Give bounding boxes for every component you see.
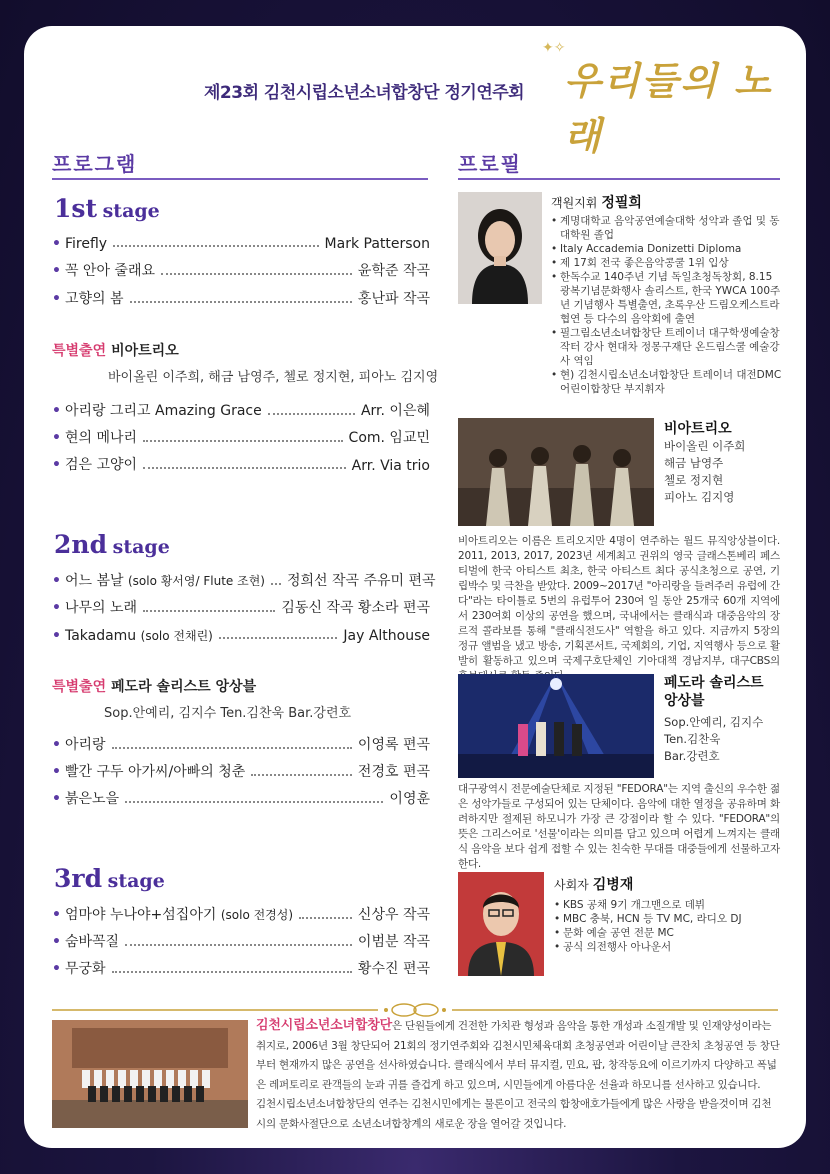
bio-item: • 필그림소년소녀합창단 트레이너 대구학생예술창작터 강사 현대차 정몽구재단 온드림스쿨 예술강사 역임 [551, 326, 783, 368]
choir-photo [52, 1020, 248, 1128]
bio-item: • 제 17회 전국 좋은음악콩쿨 1위 입상 [551, 256, 783, 270]
program-row: • 아리랑 이영록 편곡 [52, 737, 430, 753]
trio-description: 비아트리오는 이름은 트리오지만 4명이 연주하는 월드 뮤직앙상블이다. 2011, 2013, 2017, 2023년 세계최고 권위의 영국 글래스톤베리 페스티벌에 한국 아티스트 최초, 한국 아티스트 최다 공식초청으로 공연, 기립박수 및 극찬을 받았다. 2009~2017년 "아리랑을 들려주러 유럽에 간다"라는 타이틀로 5번의 유럽투어 230여 일 동안 25개국 60개 지역에서 230여회 이상의 공연을 했으며, 국내에서는 클래식과 대중음악의 장르적 콜라보를 통해 "클래식전도사" 역할을 하고 있다. 지금까지 5장의 정규 앨범을 냈고 방송, 기획콘서트, 국제회의, 기업, 지역행사 등으로 활발히 활동하고 있으며 국제구호단체인 기아대책 경남지부, 대구CBS의 [458, 535, 780, 667]
program-row: • 검은 고양이 Arr. Via trio [52, 457, 430, 474]
stage-3-heading: 3rd stage [54, 864, 165, 893]
program-row: • 꼭 안아 줄래요 윤학준 작곡 [52, 263, 430, 279]
program-row: • Takadamu (solo 전채린) Jay Althouse [52, 628, 430, 644]
mc-bio-list [554, 898, 780, 954]
fedora-photo [458, 674, 654, 778]
profile-heading: 프로필 [458, 152, 522, 176]
poster-card [24, 26, 806, 1148]
program-row: • Firefly Mark Patterson [52, 236, 430, 252]
program-row: • 무궁화 황수진 편곡 [52, 961, 430, 977]
stage-2-heading: 2nd stage [54, 530, 170, 559]
special-guest-2-performers: Sop.안예리, 김지수 Ten.김찬욱 Bar.강련호 [104, 706, 352, 721]
conductor-photo [458, 192, 542, 304]
program-heading: 프로그램 [52, 152, 138, 176]
trio-members: 바이올린 이주희 해금 남영주 첼로 정지현 피아노 김지영 [664, 439, 746, 504]
special-guest-2: 특별출연 페도라 솔리스트 앙상블 [52, 679, 257, 695]
stage-1-heading: 1st stage [54, 194, 160, 223]
bio-item: • 공식 의전행사 아나운서 [554, 940, 780, 954]
bio-item: • 문화 예술 공연 전문 MC [554, 926, 780, 940]
fedora-name: 페도라 솔리스트 앙상블 [664, 675, 764, 709]
bio-item: • 계명대학교 음악공연예술대학 성악과 졸업 및 동대학원 졸업 [551, 214, 783, 242]
program-row: • 붉은노을 이영훈 [52, 791, 430, 807]
program-row: • 어느 봄날 (solo 황서영/ Flute 조현) 정희선 작곡 주유미 편곡 [52, 573, 436, 589]
special-guest-1-performers: 바이올린 이주희, 해금 남영주, 첼로 정지현, 피아노 김지영 [108, 370, 439, 385]
bio-item: • KBS 공채 9기 개그맨으로 데뷔 [554, 898, 780, 912]
trio-photo [458, 418, 654, 526]
trio-name: 비아트리오 [664, 421, 732, 437]
mc-photo [458, 872, 544, 976]
special-guest-1: 특별출연 비아트리오 [52, 343, 179, 359]
conductor-bio-list [551, 214, 783, 396]
program-row: • 아리랑 그리고 Amazing Grace Arr. 이은혜 [52, 403, 430, 419]
program-row: • 나무의 노래 김동신 작곡 황소라 편곡 [52, 600, 430, 616]
fedora-description: 대구광역시 전문예술단체로 지정된 "FEDORA"는 지역 출신의 우수한 젊은 성악가들로 구성되어 있는 단체이다. 음악에 대한 열정을 공유하며 화려하지만 절제된 하모니가 가장 큰 강점이라 할 수 있다. "FEDORA"의 뜻은 그리스어로 '선물'이라는 의미를 담고 있으며 어렵게 느껴지는 클래식 음악을 보다 쉽게 접할 수 있는 친숙한 무대를 대중들에게 선물하고자 한다. [458, 783, 780, 870]
bio-item: • Italy Accademia Donizetti Diploma [551, 242, 783, 256]
sparkle-icon: ✦✧ [542, 40, 566, 56]
fedora-members: Sop.안예리, 김지수 Ten.김찬욱 Bar.강련호 [664, 715, 764, 763]
program-row: • 숨바꼭질 이범분 작곡 [52, 934, 430, 950]
program-row: • 현의 메나리 Com. 임교민 [52, 430, 430, 446]
page-title: 제23회 김천시립소년소녀합창단 정기연주회 [204, 83, 525, 103]
program-row: • 빨간 구두 아가씨/아빠의 청춘 전경호 편곡 [52, 764, 430, 780]
mc-name: 사회자 김병재 [554, 877, 634, 893]
program-divider [52, 178, 428, 180]
program-row: • 엄마야 누나야+섬집아기 (solo 전경성) 신상우 작곡 [52, 907, 430, 923]
bio-item: • 한독수교 140주년 기념 독일초청독창회, 8.15 광복기념문화행사 솔리스트, 한국 YWCA 100주년 기념행사 특별출연, 초록우산 드림오케스트라 협연 등 다수의 음악회에 출연 [551, 270, 783, 326]
program-row: • 고향의 봄 홍난파 작곡 [52, 291, 430, 307]
bio-item: • 현) 김천시립소년소녀합창단 트레이너 대전DMC어린이합창단 부지휘자 [551, 368, 783, 396]
bio-item: • MBC 충북, HCN 등 TV MC, 라디오 DJ [554, 912, 780, 926]
choir-description: 김천시립소년소녀합창단은 단원들에게 건전한 가치관 형성과 음악을 통한 개성과 소질개발 및 인재양성이라는 취지로, 2006년 3월 창단되어 21회의 정기연주회와 김천시민체육대회 초청공연과 어린이날 큰잔치 초청공연 등 창단부터 현재까지 많은 공연을 선사하였습니다. 클래식에서 부터 뮤지컬, 민요, 팝, 창작동요에 이르기까지 다양하고 폭넓은 레퍼토리로 관객들의 눈과 귀를 즐겁게 하고 있으며, 시민들에게 아름다운 선율과 하모니를 선사하고 있습니다. 김천시립소년소녀합창단의 연주는 김천시민에게는 물론이고 전국의 합창애호가들에게 많은 사랑을 받을것이며 김천시의 문화사절단으로 소년소녀합창계의 새로운 장을 열어갈 것입니다. [256, 1018, 780, 1130]
script-title: 우리들의 노래 [564, 58, 773, 158]
conductor-name: 객원지휘 정필희 [551, 195, 642, 211]
profile-divider [458, 178, 780, 180]
